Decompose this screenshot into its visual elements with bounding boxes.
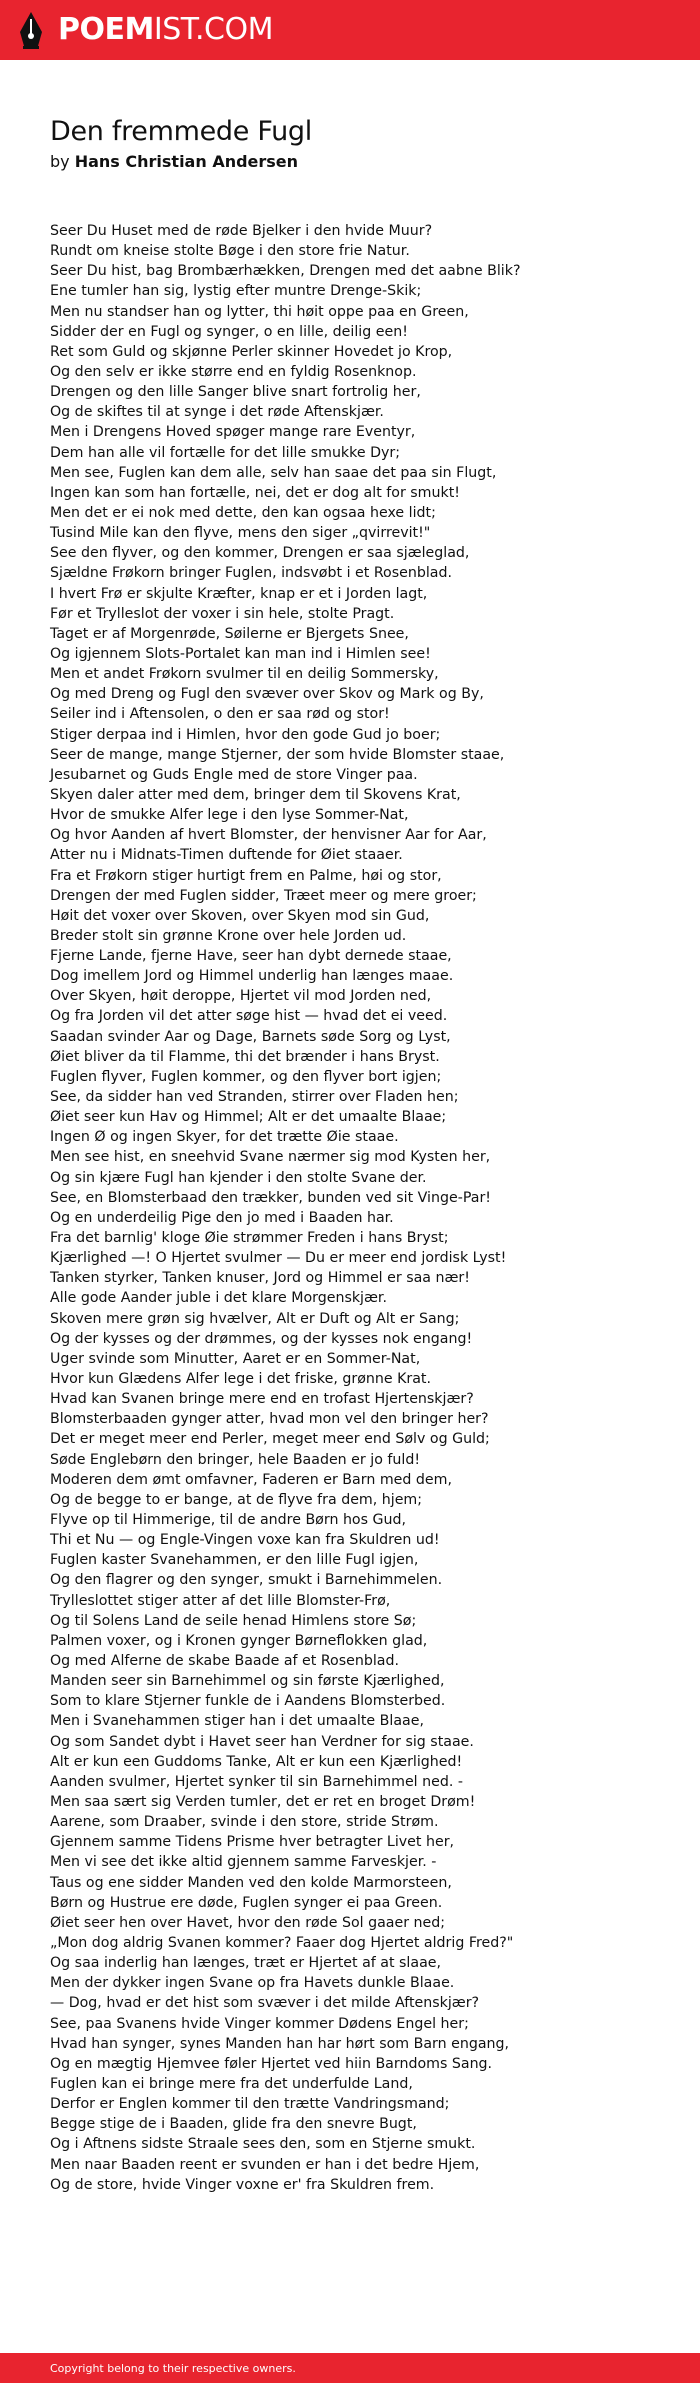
poem-line: Øiet bliver da til Flamme, thi det brænder i hans Bryst.: [50, 1048, 440, 1065]
poem-line: Aarene, som Draaber, svinde i den store, stride Strøm.: [50, 1814, 439, 1831]
copyright-text: Copyright belong to their respective owners.: [50, 2361, 296, 2375]
poem-line: Hvad kan Svanen bringe mere end en trofast Hjertenskjær?: [50, 1391, 474, 1408]
poem-line: Kjærlighed —! O Hjertet svulmer — Du er meer end jordisk Lyst!: [50, 1250, 507, 1267]
poem-line: Drengen der med Fuglen sidder, Træet meer og mere groer;: [50, 887, 477, 904]
poem-line: Dem han alle vil fortælle for det lille smukke Dyr;: [50, 444, 401, 461]
poem-line: Og en underdeilig Pige den jo med i Baaden har.: [50, 1209, 394, 1226]
poem-line: Og i Aftnens sidste Straale sees den, som en Stjerne smukt.: [50, 2136, 476, 2153]
by-label: by: [50, 152, 70, 171]
poem-line: Blomsterbaaden gynger atter, hvad mon vel den bringer her?: [50, 1411, 489, 1428]
poem-line: Stiger derpaa ind i Himlen, hvor den gode Gud jo boer;: [50, 726, 441, 743]
poem-line: Før et Trylleslot der voxer i sin hele, stolte Pragt.: [50, 605, 395, 622]
poem-line: Hvad han synger, synes Manden han har hørt som Barn engang,: [50, 2035, 510, 2052]
poem-line: Som to klare Stjerner funkle de i Aandens Blomsterbed.: [50, 1693, 446, 1710]
poem-line: — Dog, hvad er det hist som svæver i det milde Aftenskjær?: [50, 1995, 480, 2012]
poem-line: Alle gode Aander juble i det klare Morgenskjær.: [50, 1290, 387, 1307]
site-footer: [0, 2353, 700, 2383]
poem-line: Flyve op til Himmerige, til de andre Børn hos Gud,: [50, 1512, 407, 1528]
poem-line: See den flyver, og den kommer, Drengen er saa sjæleglad,: [50, 545, 470, 562]
poem-content: [50, 115, 660, 2195]
poem-line: I hvert Frø er skjulte Kræfter, knap er et i Jorden lagt,: [50, 585, 428, 602]
poem-line: Skyen daler atter med dem, bringer dem til Skovens Krat,: [50, 786, 461, 803]
poem-line: Og til Solens Land de seile henad Himlens store Sø;: [50, 1612, 417, 1629]
poem-line: Søde Englebørn den bringer, hele Baaden er jo fuld!: [50, 1451, 421, 1468]
poem-line: Fuglen flyver, Fuglen kommer, og den flyver bort igjen;: [50, 1068, 442, 1085]
poem-line: Sjældne Frøkorn bringer Fuglen, indsvøbt i et Rosenblad.: [50, 565, 452, 582]
poem-title: Den fremmede Fugl: [50, 116, 312, 147]
poem-line: Men vi see det ikke altid gjennem samme Farveskjer. -: [50, 1854, 437, 1871]
poem-line: Begge stige de i Baaden, glide fra den snevre Bugt,: [50, 2116, 417, 2133]
poem-line: Derfor er Englen kommer til den trætte Vandringsmand;: [50, 2096, 450, 2113]
poem-line: Hvor de smukke Alfer lege i den lyse Sommer-Nat,: [50, 807, 409, 824]
poem-line: Øiet seer hen over Havet, hvor den røde Sol gaaer ned;: [50, 1914, 446, 1931]
poem-line: Høit det voxer over Skoven, over Skyen mod sin Gud,: [50, 907, 430, 924]
poem-line: Men saa sært sig Verden tumler, det er ret en broget Drøm!: [50, 1793, 476, 1810]
poem-line: Og igjennem Slots-Portalet kan man ind i Himlen see!: [50, 645, 431, 662]
poem-line: Og hvor Aanden af hvert Blomster, der henvisner Aar for Aar,: [50, 827, 487, 844]
poem-line: Drengen og den lille Sanger blive snart fortrolig her,: [50, 384, 421, 401]
poem-line: Fjerne Lande, fjerne Have, seer han dybt dernede staae,: [50, 948, 452, 965]
logo-text: [58, 12, 273, 47]
site-header: [0, 0, 700, 60]
poem-line: Atter nu i Midnats-Timen duftende for Øiet staaer.: [50, 847, 403, 864]
poem-line: Dog imellem Jord og Himmel underlig han længes maae.: [50, 968, 454, 985]
poem-line: See, paa Svanens hvide Vinger kommer Dødens Engel her;: [50, 2015, 469, 2032]
poem-line: Seiler ind i Aftensolen, o den er saa rød og stor!: [50, 706, 390, 723]
poem-line: Men naar Baaden reent er svunden er han i det bedre Hjem,: [50, 2156, 480, 2173]
poem-line: Og som Sandet dybt i Havet seer han Verdner for sig staae.: [50, 1733, 474, 1750]
poem-line: Seer Du hist, bag Brombærhækken, Drengen med det aabne Blik?: [50, 263, 521, 280]
poem-line: Thi et Nu — og Engle-Vingen voxe kan fra Skuldren ud!: [50, 1532, 440, 1549]
byline: [50, 151, 660, 173]
poem-line: Trylleslottet stiger atter af det lille Blomster-Frø,: [50, 1592, 391, 1609]
poem-line: See, en Blomsterbaad den trækker, bunden ved sit Vinge-Par!: [50, 1189, 491, 1206]
poem-line: Ingen Ø og ingen Skyer, for det trætte Øie staae.: [50, 1129, 399, 1146]
poem-line: Og sin kjære Fugl han kjender i den stolte Svane der.: [50, 1169, 427, 1186]
poem-line: Seer Du Huset med de røde Bjelker i den hvide Muur?: [50, 223, 433, 239]
poem-line: Taget er af Morgenrøde, Søilerne er Bjergets Snee,: [50, 625, 409, 642]
poem-line: Breder stolt sin grønne Krone over hele Jorden ud.: [50, 927, 407, 944]
poem-line: Moderen dem ømt omfavner, Faderen er Barn med dem,: [50, 1471, 452, 1488]
poem-line: Manden seer sin Barnehimmel og sin første Kjærlighed,: [50, 1673, 445, 1690]
poem-line: Det er meget meer end Perler, meget meer end Sølv og Guld;: [50, 1431, 490, 1448]
poem-line: Rundt om kneise stolte Bøge i den store frie Natur.: [50, 243, 410, 260]
poem-line: Hvor kun Glædens Alfer lege i det friske, grønne Krat.: [50, 1371, 432, 1388]
poem-line: „Mon dog aldrig Svanen kommer? Faaer dog Hjertet aldrig Fred?": [50, 1934, 514, 1951]
poem-line: Og de skiftes til at synge i det røde Aftenskjær.: [50, 404, 384, 421]
poem-line: Og der kysses og der drømmes, og der kysses nok engang!: [50, 1330, 473, 1347]
poem-line: Og de begge to er bange, at de flyve fra dem, hjem;: [50, 1491, 423, 1508]
pen-nib-icon: [18, 10, 44, 50]
poem-line: Uger svinde som Minutter, Aaret er en Sommer-Nat,: [50, 1350, 421, 1367]
poem-line: Og med Alferne de skabe Baade af et Rosenblad.: [50, 1652, 400, 1669]
poem-line: Øiet seer kun Hav og Himmel; Alt er det umaalte Blaae;: [50, 1109, 447, 1126]
poem-line: Sidder der en Fugl og synger, o en lille, deilig een!: [50, 323, 408, 340]
poem-line: Og en mægtig Hjemvee føler Hjertet ved hiin Barndoms Sang.: [50, 2055, 493, 2072]
poem-line: Fra et Frøkorn stiger hurtigt frem en Palme, høi og stor,: [50, 867, 442, 884]
poem-line: Fra det barnlig' kloge Øie strømmer Freden i hans Bryst;: [50, 1230, 449, 1247]
poem-line: Og saa inderlig han længes, træt er Hjertet af at slaae,: [50, 1955, 442, 1972]
poem-line: Fuglen kaster Svanehammen, er den lille Fugl igjen,: [50, 1552, 419, 1569]
poem-line: Ret som Guld og skjønne Perler skinner Hovedet jo Krop,: [50, 343, 453, 360]
poem-line: Børn og Hustrue ere døde, Fuglen synger ei paa Green.: [50, 1894, 443, 1911]
poem-line: Men nu standser han og lytter, thi høit oppe paa en Green,: [50, 303, 469, 320]
poem-line: Men i Svanehammen stiger han i det umaalte Blaae,: [50, 1713, 424, 1730]
poem-body: [50, 221, 660, 2195]
poem-line: Saadan svinder Aar og Dage, Barnets søde Sorg og Lyst,: [50, 1028, 451, 1045]
poem-line: Seer de mange, mange Stjerner, der som hvide Blomster staae,: [50, 746, 505, 763]
poem-line: Taus og ene sidder Manden ved den kolde Marmorsteen,: [50, 1874, 452, 1891]
poem-line: Men et andet Frøkorn svulmer til en deilig Sommersky,: [50, 666, 439, 683]
poem-line: Men i Drengens Hoved spøger mange rare Eventyr,: [50, 424, 416, 441]
poem-line: Tanken styrker, Tanken knuser, Jord og Himmel er saa nær!: [50, 1270, 470, 1287]
poem-line: Og de store, hvide Vinger voxne er' fra Skuldren frem.: [50, 2176, 435, 2193]
poem-line: Og fra Jorden vil det atter søge hist — hvad det ei veed.: [50, 1008, 448, 1025]
logo-text-bold: POEM: [58, 12, 154, 47]
poem-line: Tusind Mile kan den flyve, mens den siger „qvirrevit!": [50, 525, 431, 542]
poem-line: Ene tumler han sig, lystig efter muntre Drenge-Skik;: [50, 283, 422, 300]
poem-line: Over Skyen, høit deroppe, Hjertet vil mod Jorden ned,: [50, 988, 432, 1005]
poem-line: Palmen voxer, og i Kronen gynger Børneflokken glad,: [50, 1632, 428, 1649]
poem-line: Og den selv er ikke større end en fyldig Rosenknop.: [50, 363, 417, 380]
poem-line: Aanden svulmer, Hjertet synker til sin Barnehimmel ned. -: [50, 1773, 463, 1790]
poem-line: Fuglen kan ei bringe mere fra det underfulde Land,: [50, 2075, 413, 2092]
site-logo[interactable]: [0, 0, 273, 60]
poem-line: Og den flagrer og den synger, smukt i Barnehimmelen.: [50, 1572, 443, 1589]
poem-line: Men det er ei nok med dette, den kan ogsaa hexe lidt;: [50, 504, 436, 521]
poem-line: Ingen kan som han fortælle, nei, det er dog alt for smukt!: [50, 484, 460, 501]
poem-line: Men der dykker ingen Svane op fra Havets dunkle Blaae.: [50, 1975, 455, 1992]
poem-line: Alt er kun een Guddoms Tanke, Alt er kun een Kjærlighed!: [50, 1753, 463, 1770]
poem-line: Men see, Fuglen kan dem alle, selv han saae det paa sin Flugt,: [50, 464, 497, 481]
author-name[interactable]: Hans Christian Andersen: [74, 152, 299, 171]
poem-line: Gjennem samme Tidens Prisme hver betragter Livet her,: [50, 1834, 455, 1851]
logo-text-light: IST.COM: [153, 12, 273, 47]
poem-line: Men see hist, en sneehvid Svane nærmer sig mod Kysten her,: [50, 1149, 491, 1166]
poem-line: Skoven mere grøn sig hvælver, Alt er Duft og Alt er Sang;: [50, 1310, 460, 1327]
poem-line: Og med Dreng og Fugl den svæver over Skov og Mark og By,: [50, 686, 484, 703]
poem-line: See, da sidder han ved Stranden, stirrer over Fladen hen;: [50, 1089, 459, 1106]
poem-line: Jesubarnet og Guds Engle med de store Vinger paa.: [50, 766, 418, 783]
